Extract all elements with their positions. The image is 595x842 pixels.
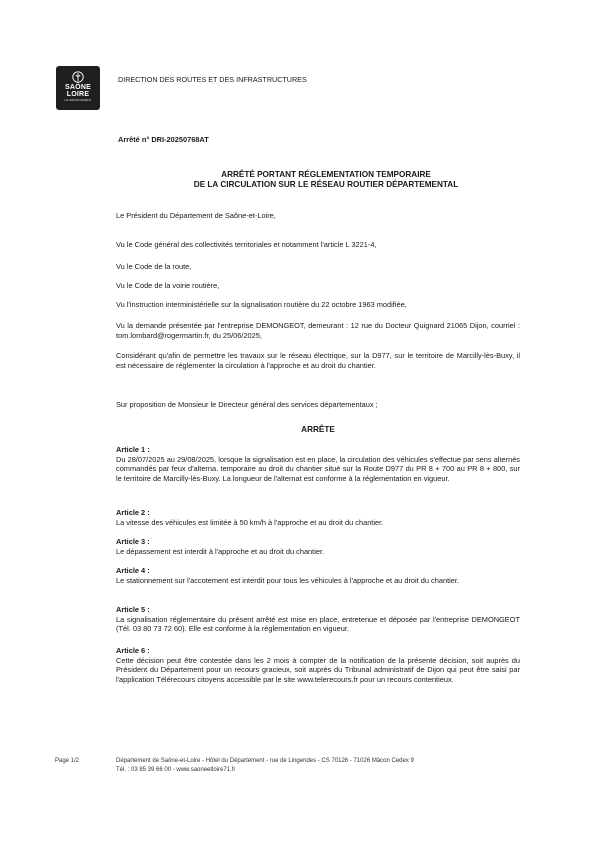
document-title-line-2: DE LA CIRCULATION SUR LE RÉSEAU ROUTIER DÉPARTEMENTAL [193, 180, 459, 189]
article-text: Le stationnement sur l'accotement est interdit pour tous les véhicules à l'approche et au droit du chantier. [116, 575, 459, 585]
logo-line-2: LOIRE [66, 91, 90, 98]
article-text: Cette décision peut être contestée dans les 2 mois à compter de la notification de la présente décision, soit auprès du Président du Département pour un recours gracieux, soit auprès du Tribunal administratif de Dijon qui peut être saisi par l'application Télérecours citoyens accessible par le site www.telerecours.fr pour un recours contentieux. [116, 655, 520, 684]
article-text: La vitesse des véhicules est limitée à 50 km/h à l'approche et au droit du chantier. [116, 517, 384, 527]
leaf-emblem-icon [72, 70, 84, 84]
footer-address-line: Département de Saône-et-Loire - Hôtel du Département - rue de Lingendes - CS 70126 - 71026 Mâcon Cedex 9 [116, 758, 414, 764]
visa-code-route: Vu le Code de la route, [116, 262, 192, 271]
arrete-heading: ARRÊTE [301, 425, 335, 434]
department-logo [56, 66, 100, 110]
article-5 [116, 605, 520, 634]
article-6 [116, 646, 520, 684]
article-label: Article 5 : [116, 605, 150, 614]
article-label: Article 2 : [116, 508, 150, 517]
visa-demande: Vu la demande présentée par l'entreprise DEMONGEOT, demeurant : 12 rue du Docteur Quignard 21065 Dijon, courriel : tom.lombard@rogermartin.fr, du 25/06/2025, [116, 321, 520, 340]
article-4 [116, 566, 520, 585]
article-label: Article 4 : [116, 566, 150, 575]
logo-line-1: SAÔNE [65, 84, 91, 91]
arrete-reference: Arrêté n° DRI-20250768AT [118, 135, 209, 144]
footer-address [116, 757, 414, 775]
visa-code-voirie: Vu le Code de la voirie routière, [116, 281, 220, 290]
article-3 [116, 537, 520, 556]
document-title-line-1: ARRÊTÉ PORTANT RÉGLEMENTATION TEMPORAIRE [221, 170, 431, 179]
article-text: La signalisation réglementaire du présent arrêté est mise en place, entretenue et déposée par l'entreprise DEMONGEOT (Tél. 03 80 73 72 60). Elle est conforme à la réglementation en vigueur. [116, 614, 520, 634]
logo-tagline: LE DÉPARTEMENT [64, 98, 92, 102]
direction-header: DIRECTION DES ROUTES ET DES INFRASTRUCTURES [118, 75, 307, 84]
footer-contact-line: Tél. : 03 85 39 66 00 - www.saoneetloire71.fr [116, 767, 236, 773]
article-label: Article 3 : [116, 537, 150, 546]
article-text: Le dépassement est interdit à l'approche et au droit du chantier. [116, 546, 325, 556]
article-label: Article 6 : [116, 646, 150, 655]
considerant-paragraph: Considérant qu'afin de permettre les travaux sur le réseau électrique, sur la D977, sur le territoire de Marcilly-lès-Buxy, il est nécessaire de réglementer la circulation à l'approche et au droit du chantier. [116, 351, 520, 370]
article-label: Article 1 : [116, 445, 150, 454]
page-number: Page 1/2 [55, 758, 80, 764]
article-1 [116, 445, 520, 483]
visa-cgct: Vu le Code général des collectivités territoriales et notamment l'article L 3221-4, [116, 240, 377, 249]
president-line: Le Président du Département de Saône-et-Loire, [116, 211, 276, 220]
visa-instruction: Vu l'instruction interministérielle sur la signalisation routière du 22 octobre 1963 modifiée, [116, 300, 407, 309]
proposition-line: Sur proposition de Monsieur le Directeur général des services départementaux ; [116, 400, 378, 409]
article-text: Du 28/07/2025 au 29/08/2025, lorsque la signalisation est en place, la circulation des véhicules s'effectue par sens alternés commandés par feux d'alterna. temporaire au droit du chantier situé sur la Route D977 du PR 8 + 700 au PR 8 + 800, sur le territoire de Marcilly-lès-Buxy. La longueur de l'alternat est conforme à la réglementation en vigueur. [116, 454, 520, 483]
article-2 [116, 508, 520, 527]
